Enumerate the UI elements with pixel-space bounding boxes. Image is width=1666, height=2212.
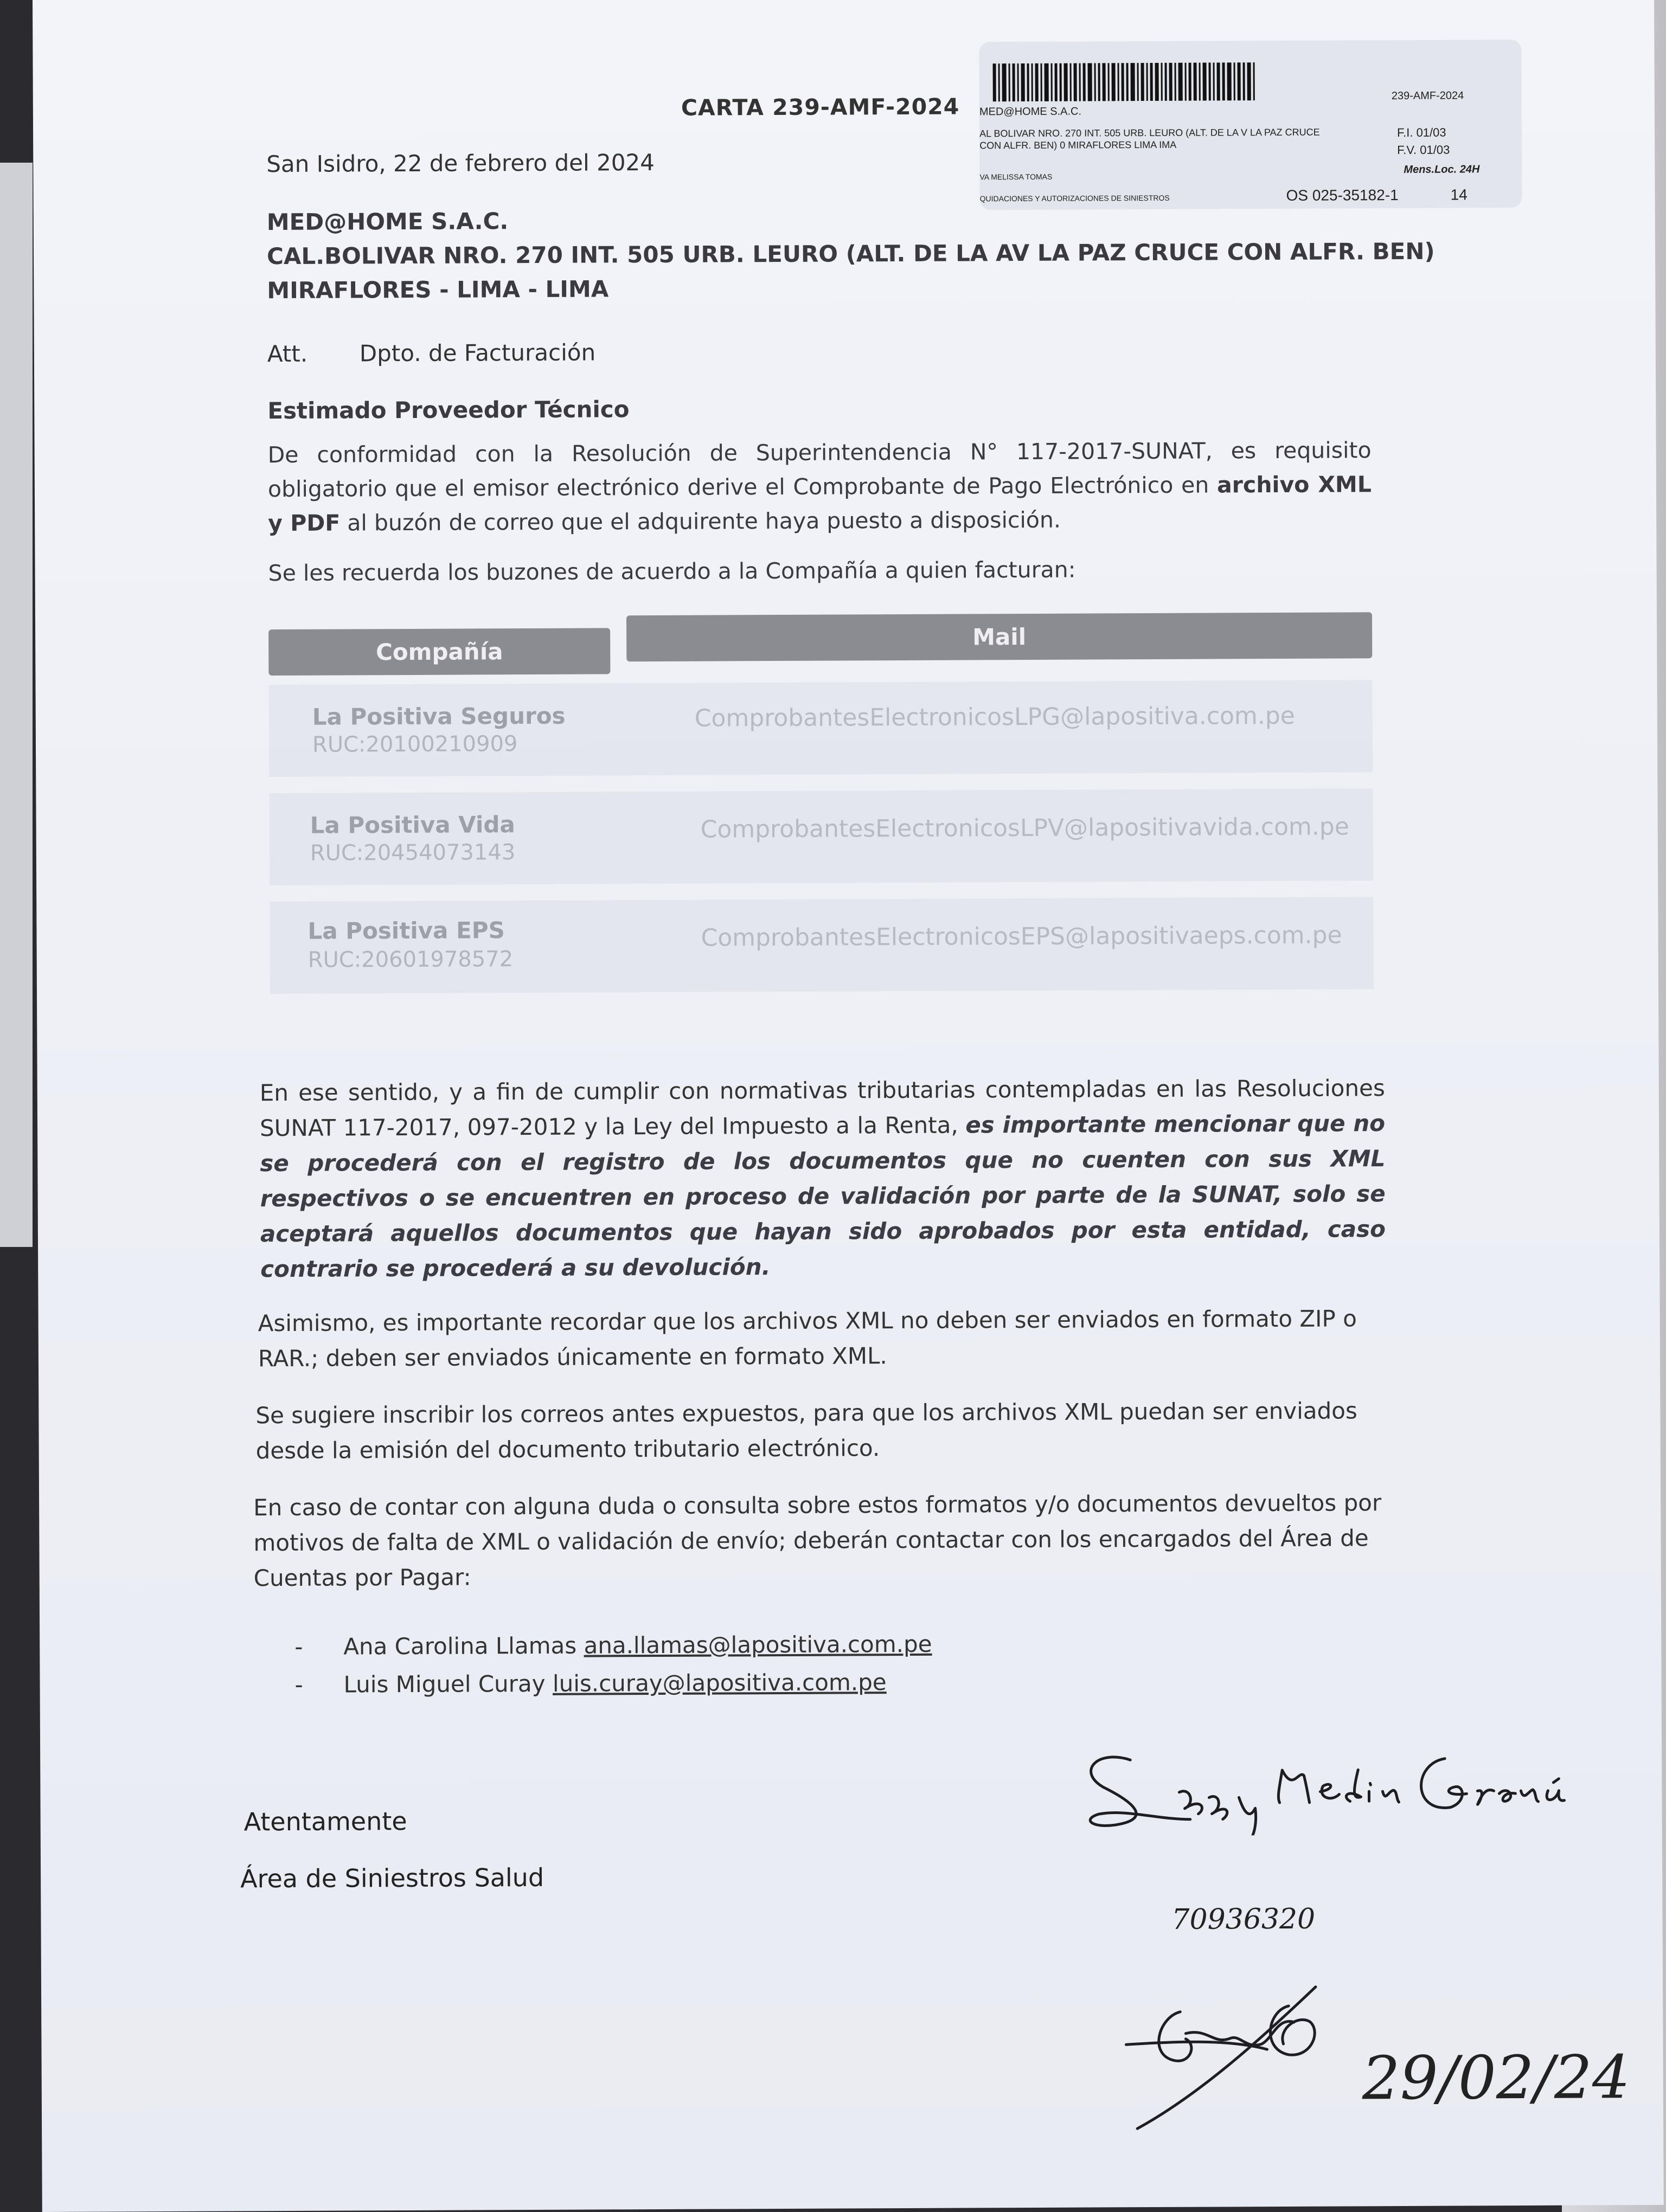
paragraph-1 [268,433,1372,541]
contact-dash: - [294,1633,303,1660]
stamp-os: OS 025-35182-1 [1286,187,1399,204]
contact-email-link[interactable]: ana.llamas@lapositiva.com.pe [584,1630,932,1659]
company-name: La Positiva Seguros [312,702,566,730]
attention-line [267,339,595,367]
closing: Atentamente [244,1806,407,1837]
background-sheet-left [0,163,33,1247]
reception-stamp [979,40,1522,210]
handwritten-dni: 70936320 [1171,1902,1316,1936]
table-header-company: Compañía [268,628,610,676]
table-header-mail: Mail [626,612,1372,661]
paragraph-6: En caso de contar con alguna duda o consulta sobre estos formatos y/o documentos devueltos por motivos de falta de XML o validación de envío; deberán contactar con los encargados del Área de Cuentas por Pagar: [253,1489,1382,1592]
paragraph-2: Se les recuerda los buzones de acuerdo a la Compañía a quien facturan: [268,556,1076,587]
table-row [269,788,1373,885]
company-name: La Positiva EPS [307,917,505,944]
stamp-fv: F.V. 01/03 [1397,143,1450,157]
recipient-address-2: MIRAFLORES - LIMA - LIMA [267,275,609,304]
company-ruc: RUC:20454073143 [310,840,516,866]
company-ruc: RUC:20601978572 [307,947,514,973]
company-ruc: RUC:20100210909 [312,731,518,757]
stamp-company: MED@HOME S.A.C. [979,105,1082,118]
handwritten-name-signature [1065,1737,1586,1836]
letter-page [33,0,1664,2212]
stamp-contact: VA MELISSA TOMAS [979,172,1053,182]
table-row [270,897,1374,994]
handwritten-initial-signature [1104,1967,1376,2147]
recipient-address-1: CAL.BOLIVAR NRO. 270 INT. 505 URB. LEURO (ALT. DE LA AV LA PAZ CRUCE CON ALFR. BEN) [266,237,1435,270]
paragraph-4: Asimismo, es importante recordar que los archivos XML no deben ser enviados en formato ZIP o RAR.; deben ser enviados únicamente en formato XML. [258,1305,1357,1372]
table-row [269,680,1373,777]
contact-name: Ana Carolina Llamas [343,1632,577,1660]
paragraph-3 [260,1070,1386,1287]
attention-value: Dpto. de Facturación [359,339,596,367]
attention-label: Att. [267,340,308,368]
letter-reference: CARTA 239-AMF-2024 [681,93,960,121]
contact-item [294,1669,886,1698]
stamp-department: QUIDACIONES Y AUTORIZACIONES DE SINIESTROS [979,193,1170,203]
contact-item [294,1631,932,1660]
stamp-number: 14 [1450,186,1468,203]
stamp-address: AL BOLIVAR NRO. 270 INT. 505 URB. LEURO (ALT. DE LA V LA PAZ CRUCE CON ALFR. BEN) 0 MIRAFLORES LIMA IMA [979,126,1320,151]
company-mail: ComprobantesElectronicosEPS@lapositivaeps.com.pe [701,921,1342,952]
stamp-code: 239-AMF-2024 [1391,89,1464,102]
handwritten-date: 29/02/24 [1362,2042,1631,2113]
paragraph-1-text: De conformidad con la Resolución de Superintendencia N° 117-2017-SUNAT, es requisito obligatorio que el emisor electrónico derive el Comprobante de Pago Electrónico en [267,437,1372,503]
stamp-fi: F.I. 01/03 [1397,125,1446,140]
greeting: Estimado Proveedor Técnico [267,396,630,425]
contact-name: Luis Miguel Curay [343,1670,546,1698]
mailbox-table [268,604,1374,999]
paragraph-5: Se sugiere inscribir los correos antes expuestos, para que los archivos XML puedan ser enviados desde la emisión del documento tributario electrónico. [255,1397,1357,1464]
paragraph-3-text: En ese sentido, y a fin de cumplir con normativas tributarias contempladas en las Resoluciones SUNAT 117-2017, 097-2012 y la Ley del Impuesto a la Renta, [259,1075,1385,1142]
company-name: La Positiva Vida [310,811,515,839]
paragraph-3-emphasis: es importante mencionar que no se procederá con el registro de los documentos que no cuenten con sus XML respectivos o se encuentren en proceso de validación por parte de la SUNAT, solo se aceptará aquellos documentos que hayan sido aprobados por esta entidad, caso contrario se procederá a su devolución. [260,1110,1386,1283]
company-mail: ComprobantesElectronicosLPV@lapositivavida.com.pe [700,813,1349,844]
recipient-block [267,200,1435,307]
stamp-mens: Mens.Loc. 24H [1404,163,1480,176]
sender-area: Área de Siniestros Salud [240,1862,544,1894]
paragraph-1-bold: archivo XML y PDF [268,471,1372,537]
contact-email-link[interactable]: luis.curay@lapositiva.com.pe [552,1669,887,1697]
paragraph-1-tail: al buzón de correo que el adquirente haya puesto a disposición. [340,506,1061,536]
company-mail: ComprobantesElectronicosLPG@lapositiva.com.pe [694,702,1295,732]
barcode-icon [993,62,1275,101]
recipient-name: MED@HOME S.A.C. [266,208,509,236]
letter-date: San Isidro, 22 de febrero del 2024 [266,149,655,178]
contact-dash: - [294,1671,303,1698]
